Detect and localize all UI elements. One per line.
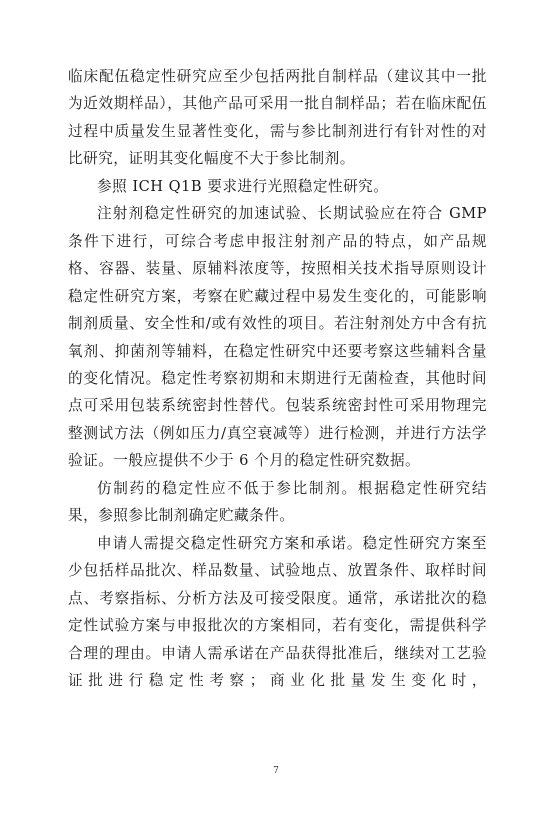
paragraph-photostability: 参照 ICH Q1B 要求进行光照稳定性研究。 (97, 177, 389, 195)
paragraph-injection-stability: 注射剂稳定性研究的加速试验、长期试验应在符合 GMP 条件下进行，可综合考虑申报注射剂产品的特点，如产品规格、容器、装量、原辅料浓度等，按照相关技术指导原则设计稳定性研究方案，考察在贮藏过程中易发生变化的，可能影响制剂质量、安全性和/或有效性的项目。若注射剂处方中含有抗氧剂、抑菌剂等辅料，在稳定性研究中还要考察这些辅料含量的变化情况。稳定性考察初期和末期进行无菌检查，其他时间点可采用包装系统密封性替代。包装系统密封性可采用物理完整测试方法（例如压力/真空衰减等）进行检测，并进行方法学验证。一般应提供不少于 6 个月的稳定性研究数据。 (68, 205, 487, 470)
page-number: 7 (273, 766, 279, 776)
body-text (68, 63, 487, 694)
paragraph-generic-stability: 仿制药的稳定性应不低于参比制剂。根据稳定性研究结果，参照参比制剂确定贮藏条件。 (68, 479, 487, 525)
paragraph-stability-protocol: 申请人需提交稳定性研究方案和承诺。稳定性研究方案至少包括样品批次、样品数量、试验地点、放置条件、取样时间点、考察指标、分析方法及可接受限度。通常，承诺批次的稳定性试验方案与申报批次的方案相同，若有变化，需提供科学合理的理由。申请人需承诺在产品获得批准后，继续对工艺验证批进行稳定性考察；商业化批量发生变化时， (68, 534, 487, 689)
paragraph-clinical-compatibility: 临床配伍稳定性研究应至少包括两批自制样品（建议其中一批为近效期样品），其他产品可采用一批自制样品；若在临床配伍过程中质量发生显著性变化，需与参比制剂进行有针对性的对比研究，证明其变化幅度不大于参比制剂。 (68, 68, 487, 168)
